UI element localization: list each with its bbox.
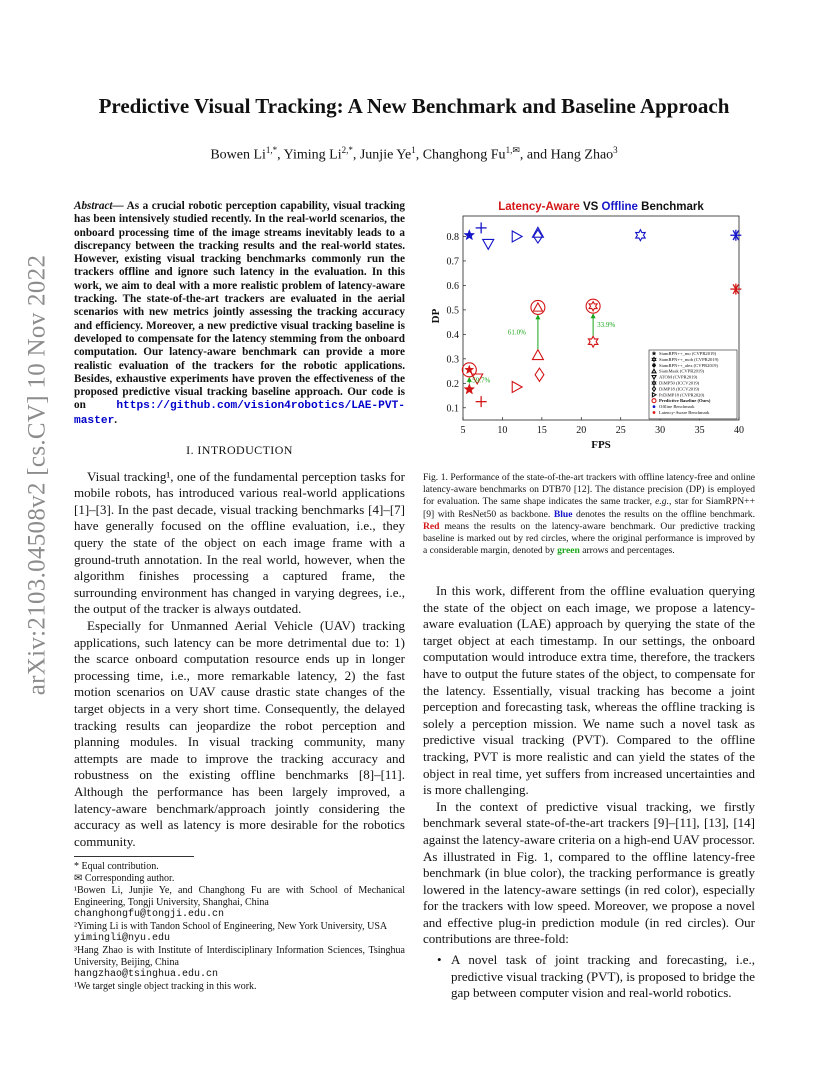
figure-1 <box>423 198 755 460</box>
author-affil: 1,✉ <box>505 145 520 155</box>
baseline-point <box>465 365 474 373</box>
offline-point <box>636 230 646 241</box>
footnote-email: yimingli@nyu.edu <box>74 933 171 944</box>
latency-point <box>588 336 598 347</box>
legend-label: Offline Benchmark <box>659 404 695 410</box>
left-column <box>74 200 405 850</box>
footnotes <box>74 856 405 993</box>
legend-label: SiamRPN++_alex (CVPR2019) <box>659 362 718 368</box>
offline-point <box>512 231 522 242</box>
author-name: Bowen Li <box>210 147 266 163</box>
caption-text: means the results on the latency-aware benchmark. Our predictive tracking baseline is marked out by red circles, where the original performance is improved by a considerable margin, denoted by <box>423 520 755 557</box>
footnote: ¹We target single object tracking in this work. <box>74 981 257 992</box>
author-affil: 2,* <box>341 145 353 155</box>
footnote: * Equal contribution. <box>74 861 159 872</box>
contribution-bullet <box>423 952 755 1002</box>
x-axis-label: FPS <box>591 439 611 451</box>
caption-green-word: green <box>557 545 580 557</box>
y-tick-label: 0.6 <box>446 280 459 292</box>
footnote: ¹Bowen Li, Junjie Ye, and Changhong Fu are with School of Mechanical Engineering, Tongji University, Shanghai, China <box>74 885 405 908</box>
latency-point <box>476 396 487 407</box>
x-tick-label: 35 <box>694 425 705 436</box>
figure-caption <box>423 472 755 557</box>
code-link[interactable]: https://github.com/vision4robotics/LAE-PVT-master <box>74 400 405 427</box>
scatter-chart <box>423 198 755 460</box>
legend-label: Latency-Aware Benchmark <box>659 410 710 415</box>
gain-label: 61.0% <box>507 328 527 337</box>
abstract <box>74 200 405 428</box>
legend-label: SiamRPN++_mob (CVPR2019) <box>659 356 719 362</box>
y-axis-label: DP <box>430 308 442 324</box>
footnote-email: hangzhao@tsinghua.edu.cn <box>74 969 219 980</box>
legend-marker <box>653 411 656 414</box>
latency-point <box>730 284 741 295</box>
chart-title <box>498 201 704 213</box>
y-tick-label: 0.3 <box>446 354 459 366</box>
caption-text: Fig. 1. Performance of the state-of-the-art trackers with offline latency-free and online latency-aware benchmarks on DTB70 [12]. The distance precision (DP) is employed for evaluation. The same shape indicates the same tracker, <box>423 472 755 508</box>
caption-text: e.g. <box>655 496 669 508</box>
body-paragraph: In this work, different from the offline evaluation querying the state of the object on each image, we propose a latency-aware evaluation (LAE) approach by querying the state of the target object at each timestamp. In our settings, the onboard computation would introduce extra time, therefore, the trackers have to output the future states of the object, to compensate for the latency. Essentially, visual tracking has become a joint perception and forecasting task, whereas the offline tracking is solely a perception mission. We name such a novel task as predictive visual tracking (PVT). Compared to the offline tracking, PVT is more realistic and can yield the states of the object in real time, yet suffers from increased uncertainties and is more challenging. <box>423 583 755 798</box>
legend-label: ATOM (CVPR2019) <box>659 374 698 380</box>
arxiv-sidebar-stamp <box>22 254 52 696</box>
chart-title-part: Offline <box>601 201 638 213</box>
abstract-text: As a crucial robotic perception capability, visual tracking has been intensively studied recently. In the real-world scenarios, the onboard processing time of the image streams inevitably leads to a discrepancy between the tracking results and the real-world states. However, existing visual tracking benchmarks commonly run the trackers offline and ignore such latency in the evaluation. In this work, we aim to deal with a more realistic problem of latency-aware tracking. The state-of-the-art trackers are evaluated in the aerial scenarios with new metrics jointly assessing the tracking accuracy and efficiency. Moreover, a new predictive visual tracking baseline is developed to compensate for the latency stemming from the onboard computation. Our latency-aware benchmark can provide a more realistic evaluation of the trackers for the robotic applications. Besides, exhaustive experiments have proven the effectiveness of the proposed predictive visual tracking baseline approach. Our code is on <box>74 200 405 412</box>
legend-label: DiMP18 (ICCV2019) <box>659 386 700 392</box>
latency-point <box>464 384 474 394</box>
offline-point <box>730 230 741 241</box>
author-affil: 3 <box>613 145 618 155</box>
caption-text: , star for SiamRPN++ [9] with ResNet50 as backbone. <box>423 496 755 520</box>
offline-point <box>476 222 487 233</box>
right-column <box>423 583 755 1002</box>
y-tick-label: 0.4 <box>446 329 459 341</box>
body-paragraph: In the context of predictive visual tracking, we firstly benchmark several state-of-the-art trackers [9]–[11], [13], [14] against the latency-aware criteria on a high-end UAV processor. As illustrated in Fig. 1, compared to the offline latency-free benchmark (in blue color), the tracking performance is greatly lowered in the latency-aware settings (in red color), especially for the trackers with low speed. Moreover, we propose a novel and effective plug-in prediction module (in red circles). Our contributions are three-fold: <box>423 798 755 947</box>
baseline-point <box>589 302 597 311</box>
author-name: Changhong Fu <box>422 147 506 163</box>
section-heading-introduction: I. INTRODUCTION <box>186 443 293 458</box>
x-tick-label: 10 <box>497 425 508 436</box>
chart-title-part: Benchmark <box>637 201 704 213</box>
offline-point <box>483 239 494 249</box>
gain-arrowhead <box>591 313 596 318</box>
caption-text: arrows and percentages. <box>579 545 675 557</box>
footnote: ³Hang Zhao is with Institute of Interdisciplinary Information Sciences, Tsinghua University, Beijing, China <box>74 945 405 968</box>
x-tick-label: 15 <box>536 425 547 436</box>
bullet-text: A novel task of joint tracking and forecasting, i.e., predictive visual tracking (PVT), is proposed to bridge the gap between computer vision and real-world robotics. <box>451 952 755 1001</box>
author-name: and Hang Zhao <box>526 147 614 163</box>
legend-label: PrDiMP18 (CVPR2020) <box>659 392 705 398</box>
y-tick-label: 0.7 <box>446 256 459 268</box>
author-name: Yiming Li <box>283 147 342 163</box>
author-affil: 1 <box>411 145 416 155</box>
author-name: Junjie Ye <box>359 147 412 163</box>
x-tick-label: 30 <box>655 425 666 436</box>
footnote: ✉ Corresponding author. <box>74 873 175 884</box>
y-tick-label: 0.5 <box>446 305 459 317</box>
legend-marker <box>652 363 656 367</box>
x-tick-label: 25 <box>615 425 626 436</box>
bullet-dot: • <box>437 952 442 968</box>
footnote-rule <box>74 856 194 857</box>
arxiv-id: arXiv:2103.04508v2 [cs.CV] 10 Nov 2022 <box>23 254 50 696</box>
caption-text: denotes the results on the offline benchmark. <box>572 508 755 520</box>
chart-title-part: VS <box>579 201 602 213</box>
gain-arrowhead <box>535 314 540 319</box>
paper-title: Predictive Visual Tracking: A New Benchmark and Baseline Approach <box>98 94 730 118</box>
legend-marker <box>653 405 656 408</box>
latency-point <box>512 381 522 392</box>
abstract-lead: Abstract— <box>74 200 124 212</box>
legend-label: Predictive Baseline (Ours) <box>659 398 711 404</box>
author-list: Bowen $Li^{1,*}$, Yiming $Li^{2,*}$, Junjie Ye$^1$, Changhong $Fu^{1,✉}$, and Hang Zhao$^3$ <box>210 145 618 163</box>
latency-point <box>532 350 543 360</box>
footnote-email: changhongfu@tongji.edu.cn <box>74 909 225 920</box>
legend-label: DiMP50 (ICCV2019) <box>659 380 700 386</box>
y-tick-label: 0.2 <box>446 378 459 390</box>
abstract-end: . <box>114 413 118 426</box>
gain-label: 59.7% <box>472 376 491 385</box>
x-tick-label: 20 <box>576 425 587 436</box>
y-tick-label: 0.1 <box>446 403 459 415</box>
legend-label: SiamMask (CVPR2019) <box>659 368 705 374</box>
x-tick-label: 5 <box>460 425 466 436</box>
author-affil: 1,* <box>265 145 278 155</box>
x-tick-label: 40 <box>734 425 744 436</box>
legend-label: SiamRPN++_mo (CVPR2019) <box>659 351 717 356</box>
caption-blue-word: Blue <box>553 508 573 520</box>
chart-title-part: Latency-Aware <box>498 201 580 213</box>
caption-red-word: Red <box>423 520 440 532</box>
footnote: ²Yiming Li is with Tandon School of Engineering, New York University, USA <box>74 921 388 932</box>
baseline-point <box>533 303 542 311</box>
latency-point <box>535 368 544 381</box>
y-tick-label: 0.8 <box>446 231 459 243</box>
intro-paragraph: Especially for Unmanned Aerial Vehicle (UAV) tracking applications, such latency can be more detrimental due to: 1) the scarce onboard computation resource ends up in longer processing time, i.e., more remarkable latency, 2) the fast motion scenarios on UAV cause drastic state changes of the target objects in a very short time. Consequently, the delayed tracking results can jeopardize the robot perception and planning modules. In visual tracking community, many attempts are made to improve the tracking accuracy and robustness on the existing offline benchmarks [8]–[11]. Although the performance has been largely improved, a latency-aware benchmark/approach jointly considering the accuracy as well as latency is more desirable for the robotics community. <box>74 617 405 849</box>
gain-label: 33.9% <box>597 320 616 329</box>
intro-paragraph: Visual tracking¹, one of the fundamental perception tasks for mobile robots, has introduced various real-world applications [1]–[3]. In the past decade, visual tracking benchmarks [4]–[7] have generally focused on the offline evaluation, i.e., they query the state of the object on each image frame with a ground-truth annotation. In the real world, however, when the algorithm finishes processing a captured frame, the surrounding environment has changed in varying degrees, i.e., the output of the tracker is always outdated. <box>74 468 405 617</box>
offline-point <box>464 230 474 240</box>
gain-arrowhead <box>467 377 472 382</box>
